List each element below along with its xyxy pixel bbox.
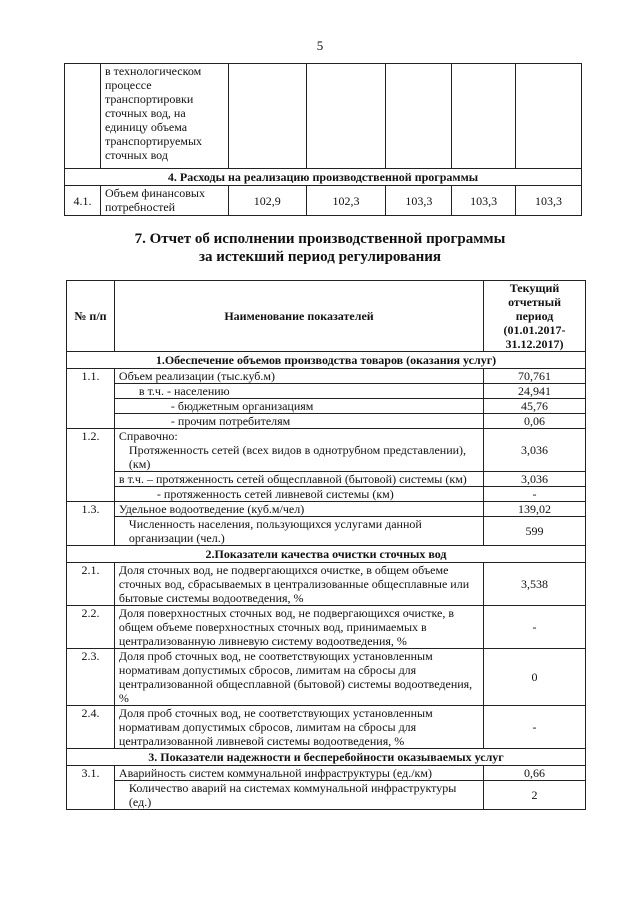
table-row: [67, 649, 586, 706]
cell-value: -: [484, 606, 586, 649]
table-row: [67, 766, 586, 781]
cell-value: 139,02: [484, 502, 586, 517]
table-row: [65, 186, 582, 216]
row-number: 1.2.: [67, 429, 115, 502]
row-label: Доля поверхностных сточных вод, не подвергающихся очистке, в общем объеме поверхностных сточных вод, принимаемых в централизованную ливневую систему водоотведения, %: [114, 606, 483, 649]
row-number: 4.1.: [65, 186, 101, 216]
table-row: [67, 369, 586, 384]
cell-value: 103,3: [452, 186, 516, 216]
row-label: Объем финансовых потребностей: [100, 186, 228, 216]
cell-value: 0,06: [484, 414, 586, 429]
cell-value: 103,3: [516, 186, 582, 216]
section-row: [67, 352, 586, 369]
cell-value: 599: [484, 517, 586, 546]
col-header-period: Текущий отчетный период (01.01.2017- 31.12.2017): [484, 281, 586, 352]
program-table: [64, 63, 582, 216]
row-number: 2.1.: [67, 563, 115, 606]
table-row: [67, 502, 586, 517]
table-row: [67, 706, 586, 749]
section-3-title: 3. Показатели надежности и бесперебойности оказываемых услуг: [67, 749, 586, 766]
header-row: [67, 281, 586, 352]
row-number: 2.2.: [67, 606, 115, 649]
cell-value: 103,3: [386, 186, 452, 216]
row-label: Удельное водоотведение (куб.м/чел): [114, 502, 483, 517]
col-header-name: Наименование показателей: [114, 281, 483, 352]
section-row: [65, 169, 582, 186]
row-label-line: Справочно:: [118, 429, 178, 443]
section-row: [67, 546, 586, 563]
cell-value: 102,3: [306, 186, 386, 216]
row-label: - прочим потребителям: [114, 414, 483, 429]
table-row: [67, 429, 586, 472]
row-number: 2.3.: [67, 649, 115, 706]
cell-value: 3,036: [484, 472, 586, 487]
row-label: Доля сточных вод, не подвергающихся очистке, в общем объеме сточных вод, сбрасываемых в централизованные общесплавные или бытовые системы водоотведения, %: [114, 563, 483, 606]
page-number: 5: [316, 38, 324, 53]
cell-value: -: [484, 706, 586, 749]
table-row: [65, 64, 582, 169]
report-table: [66, 280, 586, 810]
row-number: 2.4.: [67, 706, 115, 749]
cell-value: 0,66: [484, 766, 586, 781]
continued-label: в технологическом процессе транспортировки сточных вод, на единицу объема транспортируемых сточных вод: [100, 64, 228, 169]
cell-value: 3,036: [484, 429, 586, 472]
row-label: в т.ч. – протяженность сетей общесплавной (бытовой) системы (км): [114, 472, 483, 487]
row-label: - протяженность сетей ливневой системы (км): [114, 487, 483, 502]
row-number: 1.3.: [67, 502, 115, 546]
table-row: [67, 414, 586, 429]
heading-line-2: за истекший период регулирования: [198, 249, 442, 265]
row-number: 1.1.: [67, 369, 115, 429]
section-2-title: 2.Показатели качества очистки сточных вод: [67, 546, 586, 563]
cell-value: 0: [484, 649, 586, 706]
table-row: [67, 384, 586, 399]
cell-value: -: [484, 487, 586, 502]
table-row: [67, 399, 586, 414]
table-row: [67, 563, 586, 606]
cell-value: 2: [484, 781, 586, 810]
table-row: [67, 781, 586, 810]
cell-value: 70,761: [484, 369, 586, 384]
row-label: Доля проб сточных вод, не соответствующих установленным нормативам допустимых сбросов, лимитам на сбросы для централизованной общесплавной (бытовой) системы водоотведения, %: [114, 649, 483, 706]
row-label: в т.ч. - населению: [114, 384, 483, 399]
cell-value: 45,76: [484, 399, 586, 414]
cell-value: 3,538: [484, 563, 586, 606]
table-row: [67, 487, 586, 502]
row-label: Количество аварий на системах коммунальной инфраструктуры (ед.): [114, 781, 483, 810]
row-label: Доля проб сточных вод, не соответствующих установленным нормативам допустимых сбросов, лимитам на сбросы для централизованной ливневой системы водоотведения, %: [114, 706, 483, 749]
row-label: [114, 429, 483, 472]
table-row: [67, 517, 586, 546]
section-heading: [0, 230, 640, 266]
row-label-line: Протяженность сетей (всех видов в однотрубном представлении), (км): [128, 443, 467, 471]
section-4-title: 4. Расходы на реализацию производственной программы: [65, 169, 582, 186]
col-header-number: № п/п: [67, 281, 115, 352]
section-row: [67, 749, 586, 766]
cell-value: 102,9: [228, 186, 306, 216]
row-label: Объем реализации (тыс.куб.м): [114, 369, 483, 384]
row-label: Численность населения, пользующихся услугами данной организации (чел.): [114, 517, 483, 546]
section-1-title: 1.Обеспечение объемов производства товаров (оказания услуг): [67, 352, 586, 369]
heading-line-1: 7. Отчет об исполнении производственной программы: [134, 231, 506, 247]
cell-value: 24,941: [484, 384, 586, 399]
row-label: - бюджетным организациям: [114, 399, 483, 414]
row-number: 3.1.: [67, 766, 115, 810]
table-row: [67, 472, 586, 487]
table-row: [67, 606, 586, 649]
row-label: Аварийность систем коммунальной инфраструктуры (ед./км): [114, 766, 483, 781]
